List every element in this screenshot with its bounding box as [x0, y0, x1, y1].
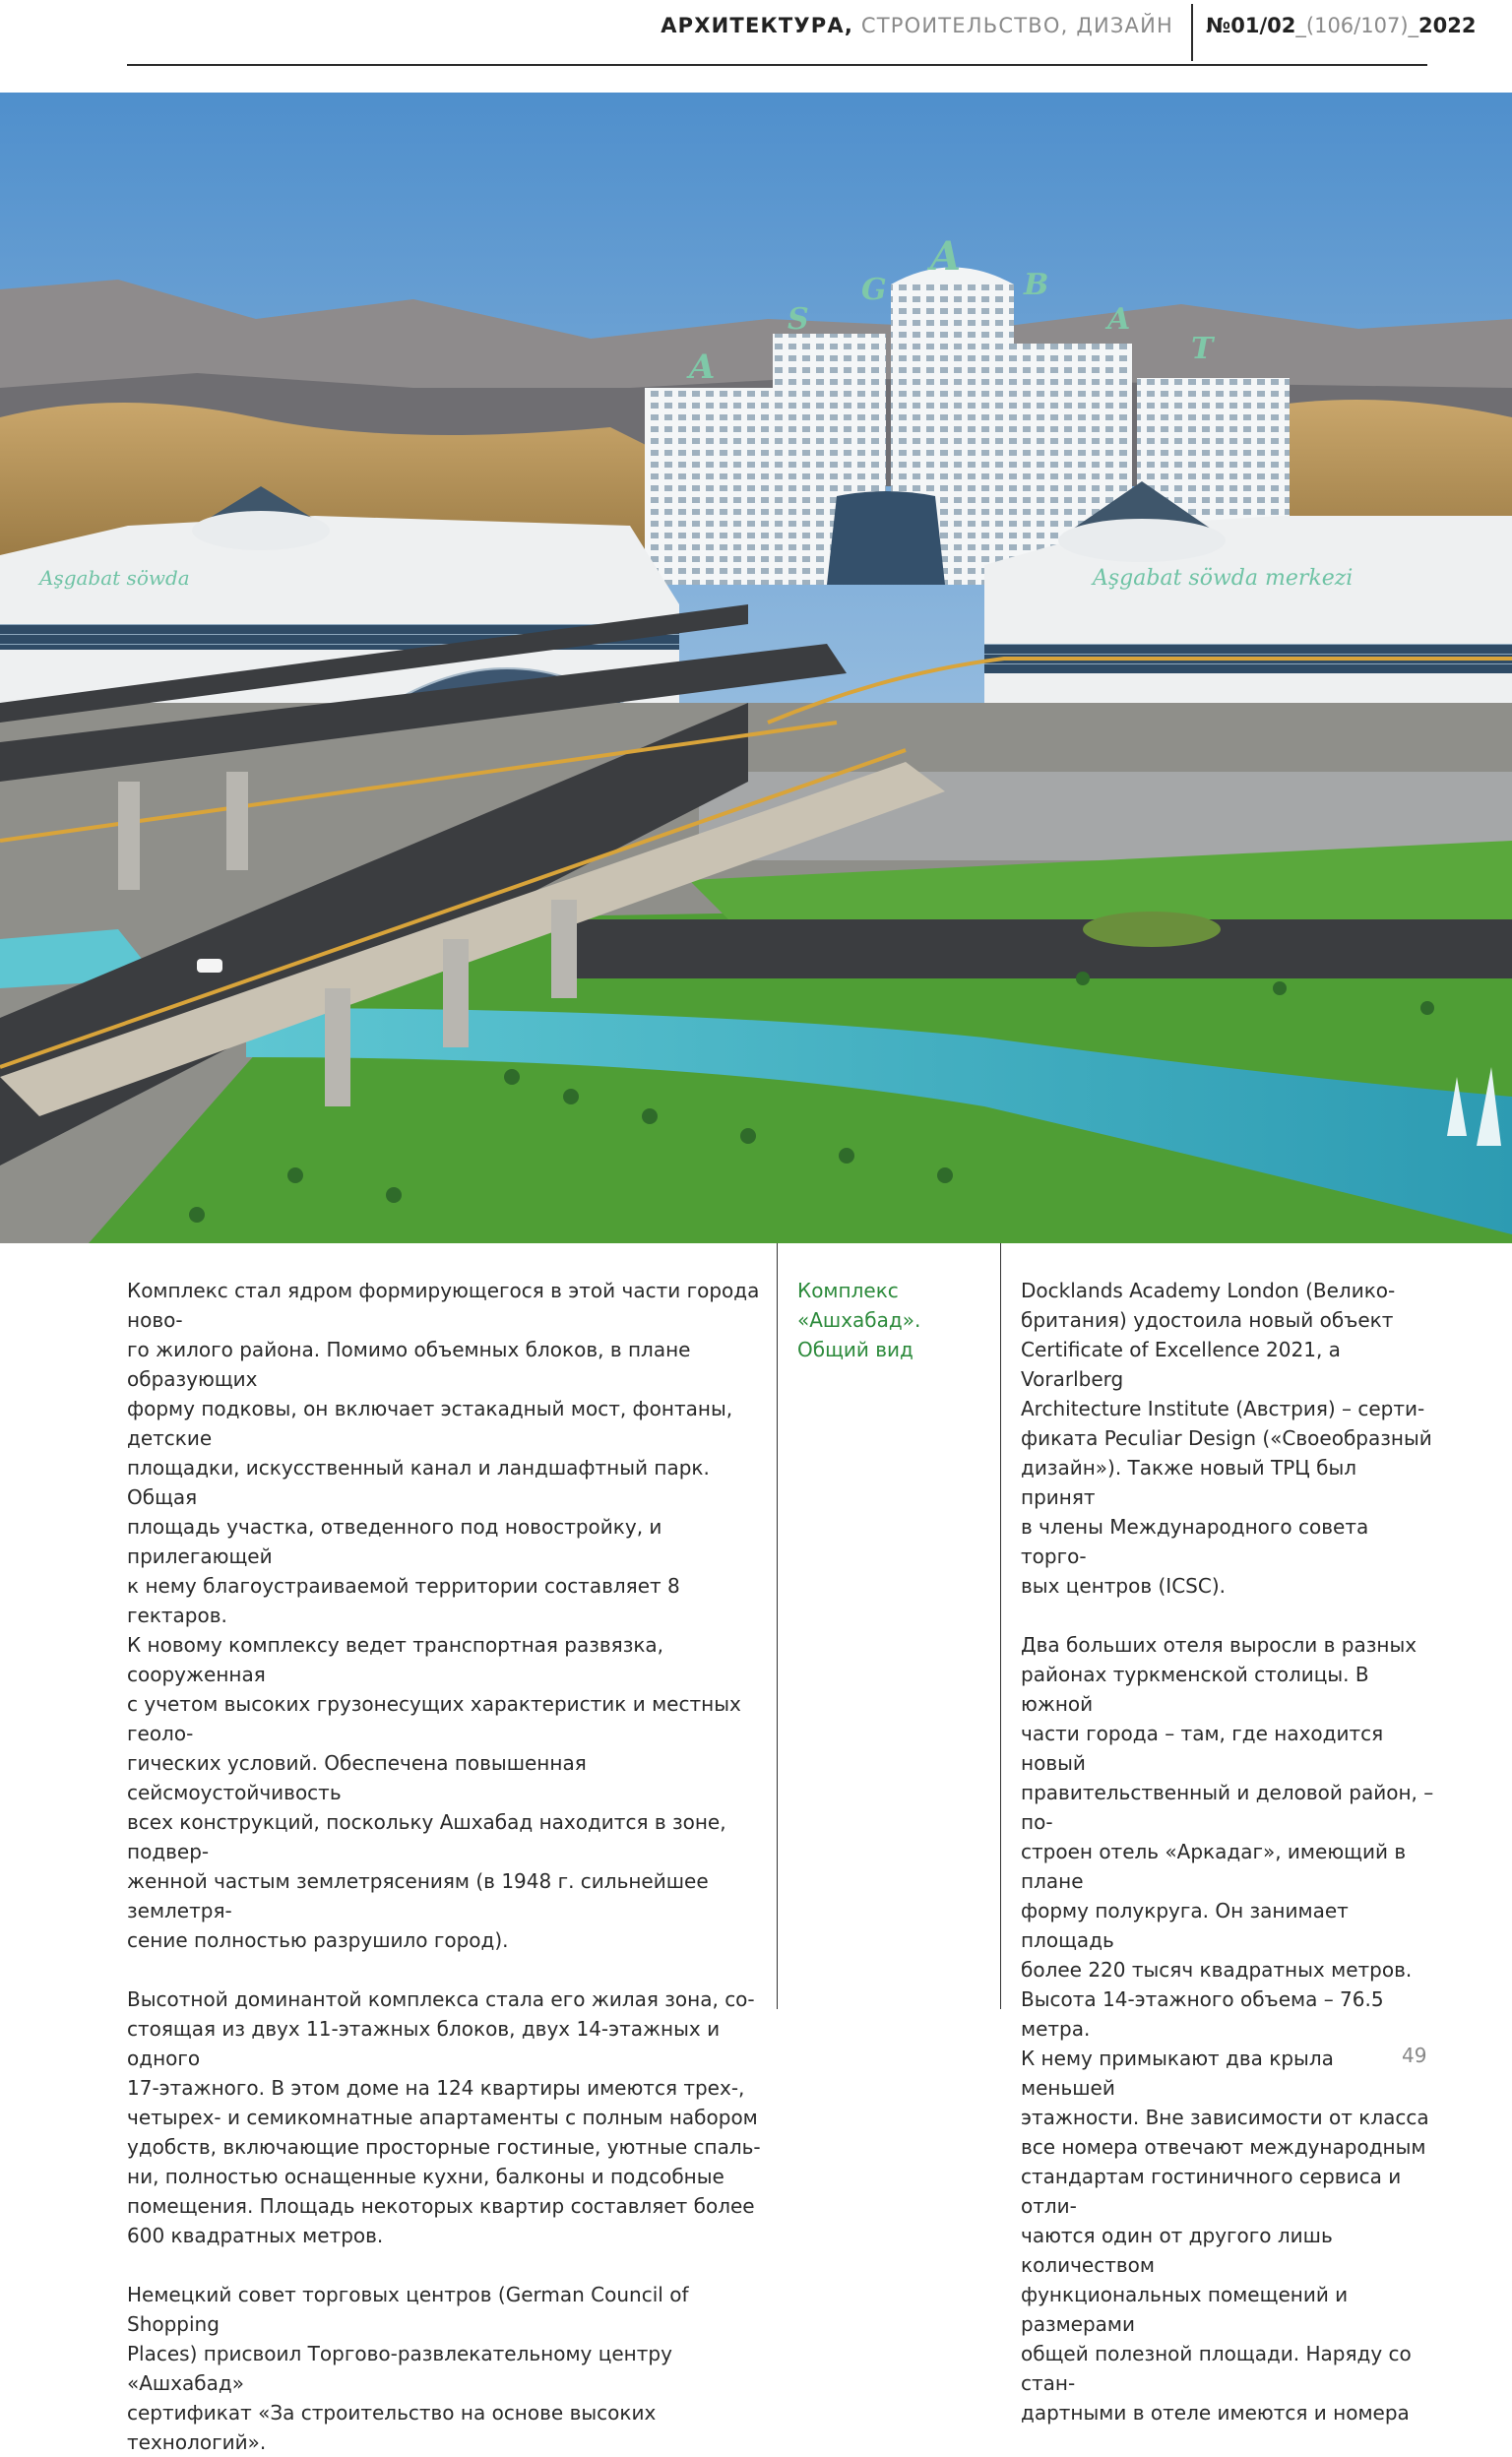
tower-letter: S: [788, 302, 809, 337]
sign-left: Aşgabat söwda: [39, 566, 190, 590]
tower-letter: T: [1191, 332, 1214, 366]
page-header: [127, 0, 1477, 66]
photo-caption: Комплекс «Ашхабад». Общий вид: [797, 1279, 921, 1361]
tower-letter: A: [1107, 302, 1131, 337]
page-number: 49: [1402, 2044, 1427, 2067]
column-divider: [1000, 1243, 1001, 2009]
header-divider: [1191, 4, 1193, 61]
paragraph: Высотной доминантой комплекса стала его жилая зона, со- стоящая из двух 11-этажных блоков, двух 14-этажных и одного 17-этажного. В этом доме на 124 квартиры имеются трех-, четырех- и семикомнатные апартаменты с полным набором удобств, включающие просторные гостиные, уютные спаль- ни, полностью оснащенные кухни, балконы и подсобные помещения. Площадь некоторых квартир составляет более 600 квадратных метров.: [127, 1987, 761, 2247]
article-column-right: [1021, 1276, 1434, 2427]
tower-letter: A: [930, 233, 962, 280]
article-column-left: [127, 1276, 767, 2457]
column-divider: [777, 1243, 778, 2009]
paragraph: Docklands Academy London (Велико- британия) удостоила новый объект Certificate of Excellence 2021, а Vorarlberg Architecture Institute (Австрия) – серти- фиката Peculiar Design («Своеобразный дизайн»). Также новый ТРЦ был принят в члены Международного совета торго- вых центров (ICSC).: [1021, 1279, 1432, 1598]
complex-photo: [0, 93, 1512, 1243]
paragraph: Немецкий совет торговых центров (German Council of Shopping Places) присвоил Торгово-развлекательному центру «Ашхабад» сертификат «За строительство на основе высоких технологий».: [127, 2283, 689, 2454]
magazine-section-title: АРХИТЕКТУРА, СТРОИТЕЛЬСТВО, ДИЗАЙН: [661, 14, 1173, 37]
tower-letter: G: [861, 273, 887, 307]
tower-letter: A: [689, 347, 716, 387]
sign-right: Aşgabat söwda merkezi: [1093, 566, 1354, 591]
issue-number: №01/02_(106/107)_2022: [1206, 14, 1477, 37]
paragraph: Комплекс стал ядром формирующегося в этой части города ново- го жилого района. Помимо объемных блоков, в плане образующих форму подковы, он включает эстакадный мост, фонтаны, детские площадки, искусственный канал и ландшафтный парк. Общая площадь участка, отведенного под новостройку, и прилегающей к нему благоустраиваемой территории составляет 8 гектаров. К новому комплексу ведет транспортная развязка, сооруженная с учетом высоких грузонесущих характеристик и местных геоло- гических условий. Обеспечена повышенная сейсмоустойчивость всех конструкций, поскольку Ашхабад находится в зоне, подвер- женной частым землетрясениям (в 1948 г. сильнейшее землетря- сение полностью разрушило город).: [127, 1279, 760, 1952]
paragraph: Два больших отеля выросли в разных районах туркменской столицы. В южной части города – там, где находится новый правительственный и деловой район, – по- строен отель «Аркадаг», имеющий в плане форму полукруга. Он занимает площадь более 220 тысяч квадратных метров. Высота 14-этажного объема – 76.5 метра. К нему примыкают два крыла меньшей этажности. Вне зависимости от класса все номера отвечают международным стандартам гостиничного сервиса и отли- чаются один от другого лишь количеством функциональных помещений и размерами общей полезной площади. Наряду со стан- дартными в отеле имеются и номера: [1021, 1633, 1434, 2425]
tower-letter: B: [1024, 268, 1049, 302]
